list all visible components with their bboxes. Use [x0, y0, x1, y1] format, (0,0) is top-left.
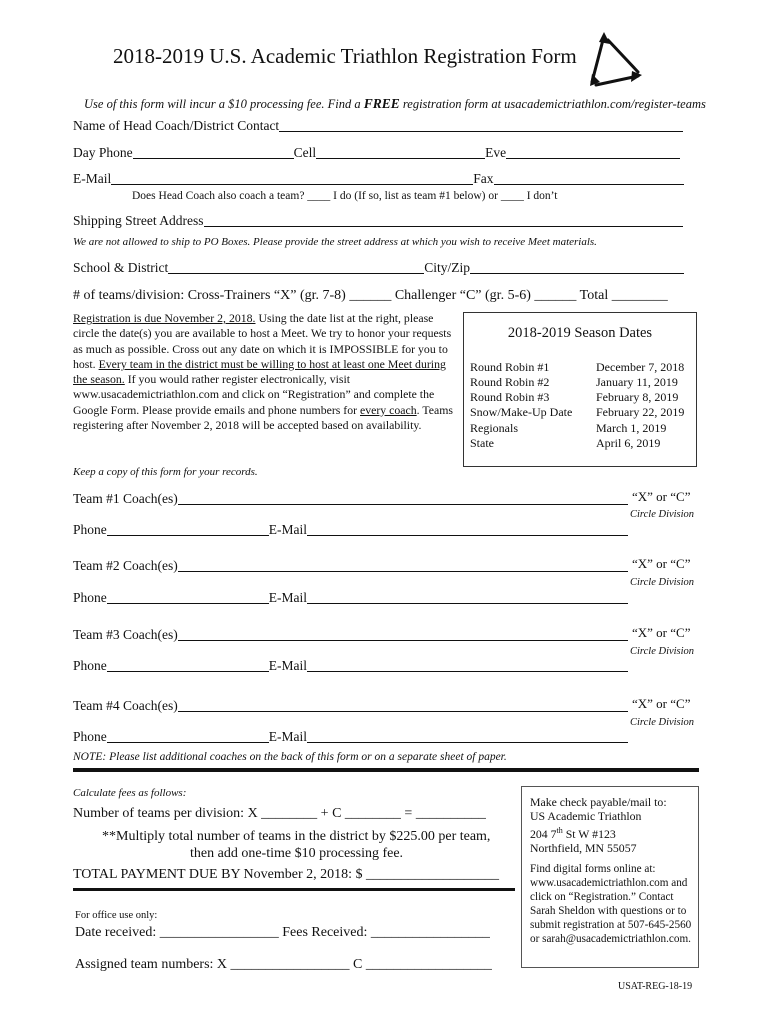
team1-contact-row: Phone E-Mail [73, 521, 628, 538]
multiply-note-1: **Multiply total number of teams in the district by $225.00 per team, [102, 829, 491, 844]
season-dates-box [463, 312, 697, 467]
email-input[interactable] [111, 170, 473, 185]
email-fax-row: E-Mail Fax [73, 170, 684, 187]
team1-coach-field[interactable]: Team #1 Coach(es) [73, 490, 628, 507]
season-row[interactable]: Round Robin #3 February 8, 2019 [470, 390, 679, 404]
assigned-numbers-line[interactable]: Assigned team numbers: X _________________ C __________________ [75, 957, 492, 972]
digital-forms-info: Find digital forms online at: www.usacademictriathlon.com and click on “Registration.” Contact Sarah Sheldon with questions or to submit registration at 507-645-2560 or sarah@usacademictriathlon.com. [530, 863, 692, 945]
phone-row: Day Phone Cell Eve [73, 144, 680, 161]
team1-phone-input[interactable] [107, 521, 269, 536]
number-of-teams-line[interactable]: Number of teams per division: X ________ + C ________ = __________ [73, 806, 486, 821]
fax-input[interactable] [494, 170, 685, 185]
team2-division[interactable]: “X” or “C” [632, 556, 691, 571]
season-row[interactable]: State April 6, 2019 [470, 436, 661, 450]
team4-division[interactable]: “X” or “C” [632, 696, 691, 711]
keep-copy-note: Keep a copy of this form for your records. [73, 466, 258, 478]
fees-divider [73, 888, 515, 891]
team3-contact-row: Phone E-Mail [73, 657, 628, 674]
team2-contact-row: Phone E-Mail [73, 589, 628, 606]
eve-input[interactable] [506, 144, 680, 159]
coach-question: Does Head Coach also coach a team? ____ I do (If so, list as team #1 below) or ____ I don’t [132, 190, 558, 202]
team4-coach-field[interactable]: Team #4 Coach(es) [73, 697, 628, 714]
day-phone-input[interactable] [133, 144, 294, 159]
team1-email-input[interactable] [307, 521, 628, 536]
season-row[interactable]: Round Robin #1 December 7, 2018 [470, 360, 685, 374]
shipping-field[interactable]: Shipping Street Address [73, 212, 683, 229]
teams-division-line: # of teams/division: Cross-Trainers “X” (gr. 7-8) ______ Challenger “C” (gr. 5-6) ______ Total ________ [73, 288, 668, 303]
team2-coach-field[interactable]: Team #2 Coach(es) [73, 557, 628, 574]
shipping-note: We are not allowed to ship to PO Boxes. Please provide the street address at which you wish to receive Meet materials. [73, 236, 597, 248]
team4-phone-input[interactable] [107, 728, 269, 743]
season-dates-heading: 2018-2019 Season Dates [507, 325, 653, 341]
head-coach-field[interactable]: Name of Head Coach/District Contact [73, 117, 683, 134]
mailing-info-box [521, 786, 699, 968]
team3-email-input[interactable] [307, 657, 628, 672]
team4-circle-division: Circle Division [630, 717, 695, 728]
team1-circle-division: Circle Division [630, 509, 695, 520]
team1-division[interactable]: “X” or “C” [632, 489, 691, 504]
triathlon-triangle-logo [586, 30, 646, 92]
school-input[interactable] [168, 259, 424, 274]
form-code: USAT-REG-18-19 [618, 981, 693, 992]
calc-fees-label: Calculate fees as follows: [73, 787, 187, 799]
cityzip-input[interactable] [470, 259, 684, 274]
team3-division[interactable]: “X” or “C” [632, 625, 691, 640]
cell-input[interactable] [316, 144, 485, 159]
registration-instructions: Registration is due November 2, 2018. Using the date list at the right, please circle the date(s) you are available to host a Meet. We try to honor your requests as much as possible. Cross out any date on which it is IMPOSSIBLE for you to host. Every team in the district must be willing to host at least one Meet during the season. If you would rather register electronically, visit www.usacademictriathlon.com and click on “Registration” and complete the Google Form. Please provide emails and phone numbers for every coach. Teams registering after November 2, 2018 will be accepted based on availability. [73, 311, 453, 433]
section-divider [73, 768, 699, 772]
date-received-line[interactable]: Date received: _________________ Fees Received: _________________ [75, 925, 490, 940]
multiply-note-2: then add one-time $10 processing fee. [190, 846, 404, 861]
page-title: 2018-2019 U.S. Academic Triathlon Registration Form [113, 44, 577, 68]
team2-email-input[interactable] [307, 589, 628, 604]
team2-phone-input[interactable] [107, 589, 269, 604]
team2-circle-division: Circle Division [630, 577, 695, 588]
season-row[interactable]: Round Robin #2 January 11, 2019 [470, 375, 678, 389]
team3-phone-input[interactable] [107, 657, 269, 672]
mailing-address: Make check payable/mail to: US Academic Triathlon 204 7th St W #123 Northfield, MN 55057 [530, 795, 667, 856]
team3-coach-field[interactable]: Team #3 Coach(es) [73, 626, 628, 643]
season-row[interactable]: Snow/Make-Up Date February 22, 2019 [470, 405, 685, 419]
team4-contact-row: Phone E-Mail [73, 728, 628, 745]
school-row: School & District City/Zip [73, 259, 684, 276]
team3-circle-division: Circle Division [630, 646, 695, 657]
office-use-label: For office use only: [75, 910, 158, 921]
team4-email-input[interactable] [307, 728, 628, 743]
subtitle: Use of this form will incur a $10 processing fee. Find a FREE registration form at usacademictriathlon.com/register-teams [84, 96, 706, 111]
total-payment-line[interactable]: TOTAL PAYMENT DUE BY November 2, 2018: $ ___________________ [73, 867, 500, 882]
additional-coaches-note: NOTE: Please list additional coaches on the back of this form or on a separate sheet of paper. [73, 751, 507, 763]
season-row[interactable]: Regionals March 1, 2019 [470, 421, 667, 435]
